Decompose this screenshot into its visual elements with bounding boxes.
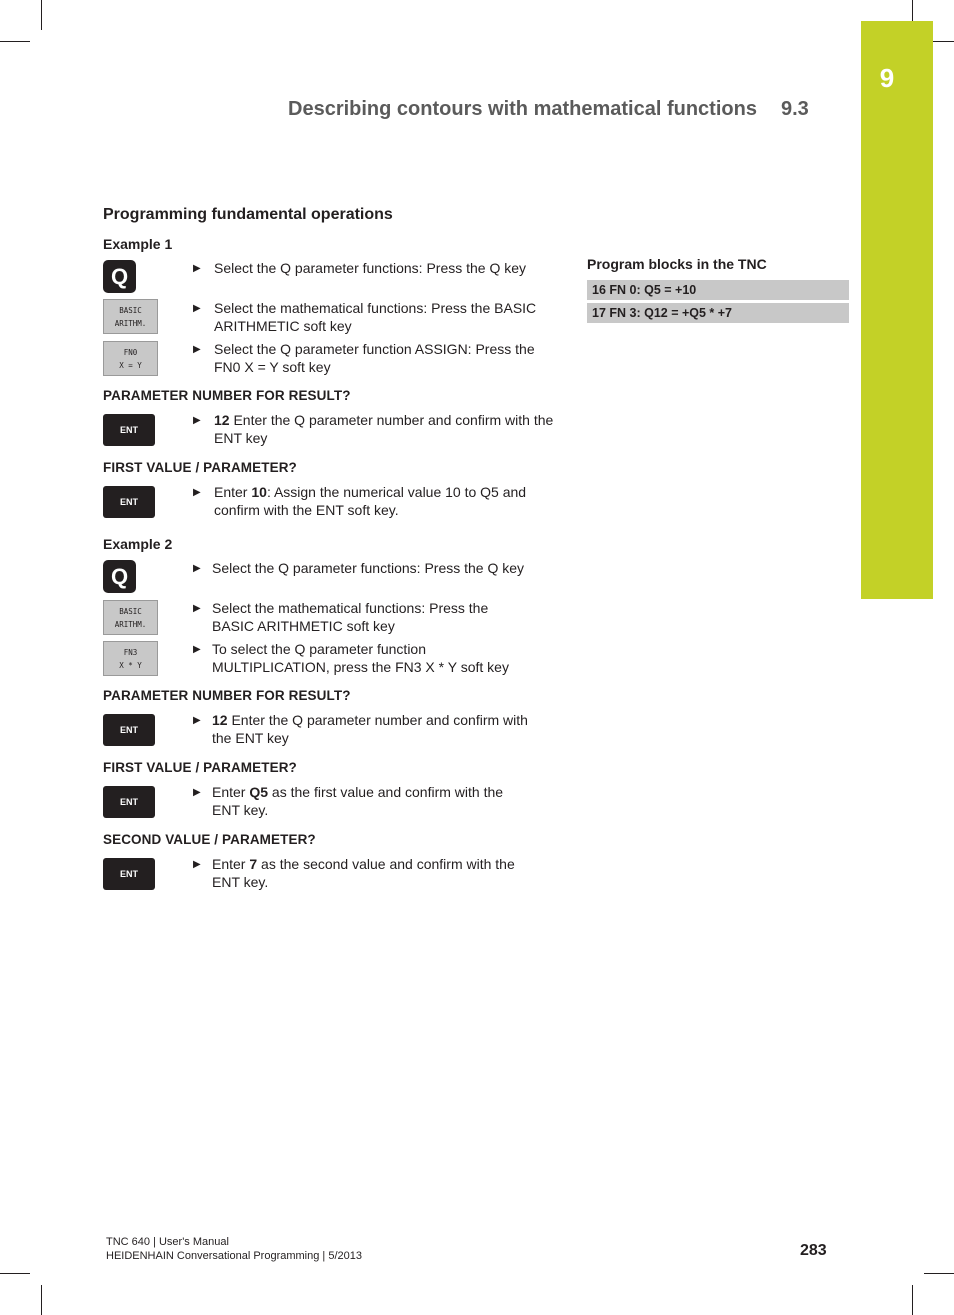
dialog-prompt: FIRST VALUE / PARAMETER? xyxy=(103,760,297,775)
ent-key-icon: ENT xyxy=(103,858,155,890)
dialog-prompt: PARAMETER NUMBER FOR RESULT? xyxy=(103,688,351,703)
bullet-arrow-icon: ▶ xyxy=(193,344,201,355)
chapter-tab xyxy=(861,21,933,599)
header-title: Describing contours with mathematical functions xyxy=(288,98,757,120)
example1-step-4: ▶ 12 Enter the Q parameter number and confirm with the ENT key xyxy=(193,412,554,446)
footer xyxy=(106,1235,362,1263)
running-header xyxy=(288,98,809,121)
program-blocks-title: Program blocks in the TNC xyxy=(587,256,767,272)
bullet-arrow-icon: ▶ xyxy=(193,563,201,574)
page-number: 283 xyxy=(800,1242,827,1259)
bullet-arrow-icon: ▶ xyxy=(193,303,201,314)
ent-key-icon: ENT xyxy=(103,486,155,518)
example2-step-3: ▶ To select the Q parameter function MULTIPLICATION, press the FN3 X * Y soft key xyxy=(193,641,509,675)
bullet-arrow-icon: ▶ xyxy=(193,487,201,498)
program-block-row: 17 FN 3: Q12 = +Q5 * +7 xyxy=(587,303,849,323)
example2-step-1: ▶ Select the Q parameter functions: Press the Q key xyxy=(193,560,525,576)
crop-mark xyxy=(912,1285,913,1315)
program-block-row: 16 FN 0: Q5 = +10 xyxy=(587,280,849,300)
example1-step-5: ▶ Enter 10: Assign the numerical value 10 to Q5 and confirm with the ENT soft key. xyxy=(193,484,527,518)
footer-line-1: TNC 640 | User's Manual xyxy=(106,1236,229,1248)
q-key-icon: Q xyxy=(103,560,136,593)
example2-step-4: ▶ 12 Enter the Q parameter number and confirm with the ENT key xyxy=(193,712,528,746)
ent-key-icon: ENT xyxy=(103,714,155,746)
example2-step-2: ▶ Select the mathematical functions: Press the BASIC ARITHMETIC soft key xyxy=(193,600,489,634)
fn3-softkey-icon: FN3 X * Y xyxy=(103,641,158,676)
ent-key-icon: ENT xyxy=(103,414,155,446)
chapter-number: 9 xyxy=(879,63,895,93)
fn0-softkey-icon: FN0 X = Y xyxy=(103,341,158,376)
basic-arithm-softkey-icon: BASIC ARITHM. xyxy=(103,299,158,334)
crop-mark xyxy=(0,1273,30,1274)
bullet-arrow-icon: ▶ xyxy=(193,859,201,870)
example1-step-3: ▶ Select the Q parameter function ASSIGN: Press the FN0 X = Y soft key xyxy=(193,341,535,375)
crop-mark xyxy=(924,1273,954,1274)
example1-step-2: ▶ Select the mathematical functions: Press the BASIC ARITHMETIC soft key xyxy=(193,300,537,334)
example2-step-6: ▶ Enter 7 as the second value and confirm with the ENT key. xyxy=(193,856,515,890)
bullet-arrow-icon: ▶ xyxy=(193,787,201,798)
ent-key-icon: ENT xyxy=(103,786,155,818)
crop-mark xyxy=(41,0,42,30)
q-key-icon: Q xyxy=(103,260,136,293)
footer-line-2: HEIDENHAIN Conversational Programming | 5/2013 xyxy=(106,1250,362,1262)
basic-arithm-softkey-icon: BASIC ARITHM. xyxy=(103,600,158,635)
bullet-arrow-icon: ▶ xyxy=(193,715,201,726)
example2-label: Example 2 xyxy=(103,536,173,552)
header-section: 9.3 xyxy=(780,98,809,120)
bullet-arrow-icon: ▶ xyxy=(193,263,201,274)
example1-step-1: ▶ Select the Q parameter functions: Press the Q key xyxy=(193,260,527,276)
example2-step-5: ▶ Enter Q5 as the first value and confirm with the ENT key. xyxy=(193,784,504,818)
example1-label: Example 1 xyxy=(103,236,173,252)
section-title: Programming fundamental operations xyxy=(103,206,393,223)
dialog-prompt: SECOND VALUE / PARAMETER? xyxy=(103,832,316,847)
dialog-prompt: FIRST VALUE / PARAMETER? xyxy=(103,460,297,475)
bullet-arrow-icon: ▶ xyxy=(193,415,201,426)
crop-mark xyxy=(0,41,30,42)
dialog-prompt: PARAMETER NUMBER FOR RESULT? xyxy=(103,388,351,403)
bullet-arrow-icon: ▶ xyxy=(193,603,201,614)
bullet-arrow-icon: ▶ xyxy=(193,644,201,655)
crop-mark xyxy=(41,1285,42,1315)
